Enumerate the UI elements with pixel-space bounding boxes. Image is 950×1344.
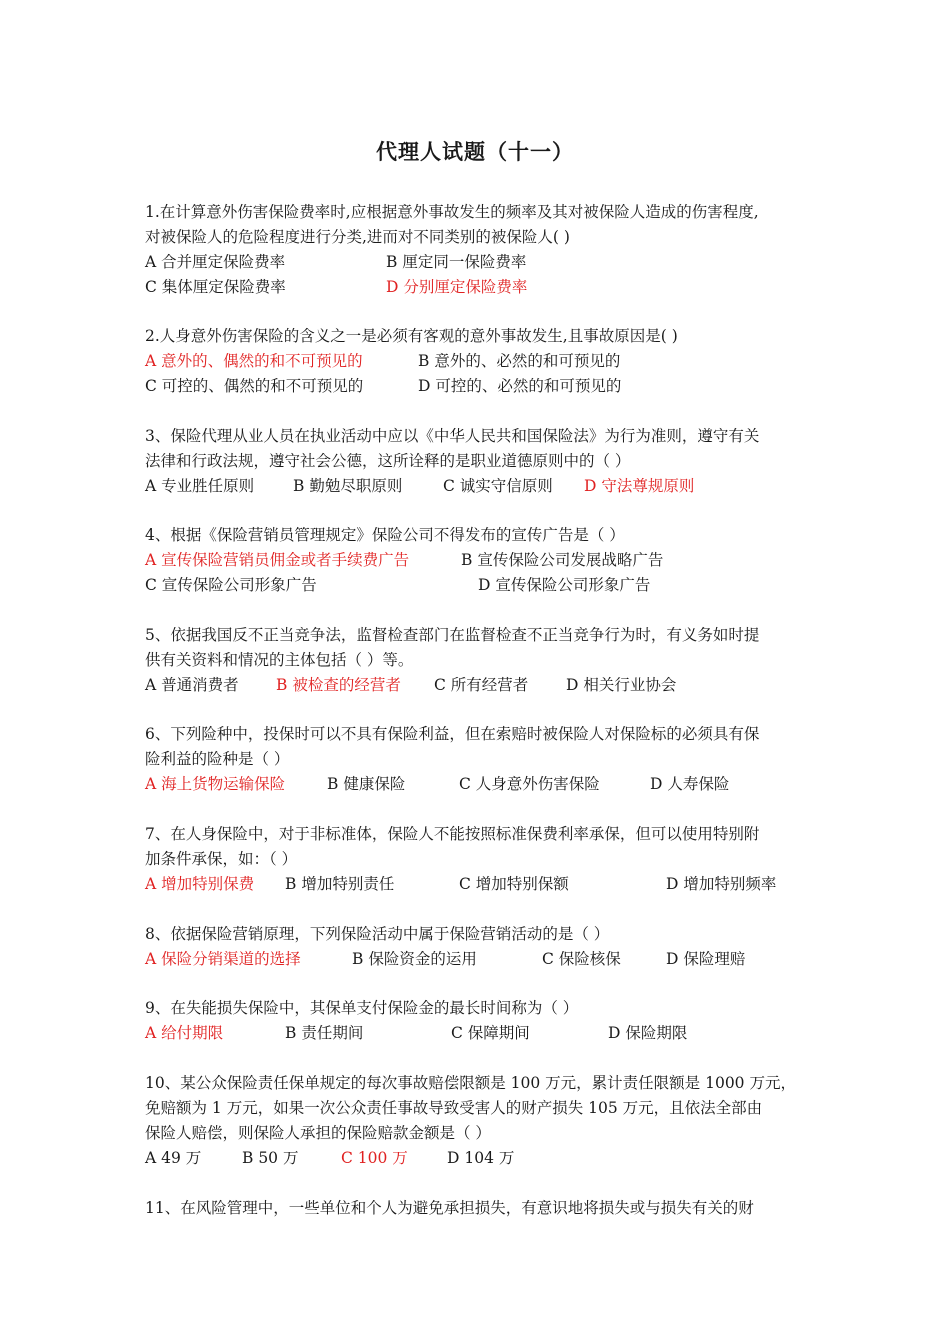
q9-stem-line1: 9、在失能损失保险中，其保单支付保险金的最长时间称为（ ）: [145, 999, 579, 1017]
q5-stem-line1: 5、依据我国反不正当竞争法，监督检查部门在监督检查不正当竞争行为时，有义务如时提: [145, 626, 760, 644]
q2-option-b: B 意外的、必然的和可预见的: [418, 352, 621, 370]
q7-stem-line2: 加条件承保，如：（ ）: [145, 850, 298, 868]
q3-option-d-answer: D 守法尊规原则: [584, 477, 695, 495]
q10-stem-line2: 免赔额为 1 万元，如果一次公众责任事故导致受害人的财产损失 105 万元，且依法全部由: [145, 1099, 763, 1117]
q8-stem-line1: 8、依据保险营销原理，下列保险活动中属于保险营销活动的是（ ）: [145, 925, 610, 943]
q9-option-b: B 责任期间: [285, 1024, 364, 1042]
q2-stem-line1: 2.人身意外伤害保险的含义之一是必须有客观的意外事故发生,且事故原因是( ): [145, 327, 678, 345]
q9-option-d: D 保险期限: [608, 1024, 688, 1042]
page-title: 代理人试题（十一）: [376, 139, 574, 164]
q2-option-c: C 可控的、偶然的和不可预见的: [145, 377, 364, 395]
q7-option-a-answer: A 增加特别保费: [145, 875, 255, 893]
q8-option-b: B 保险资金的运用: [352, 950, 477, 968]
q10-option-c-answer: C 100 万: [341, 1149, 408, 1167]
q7-option-b: B 增加特别责任: [285, 875, 395, 893]
q9-option-c: C 保障期间: [451, 1024, 530, 1042]
q6-stem-line2: 险利益的险种是（ ）: [145, 750, 290, 768]
q4-option-d: D 宣传保险公司形象广告: [478, 576, 651, 594]
q3-stem-line1: 3、保险代理从业人员在执业活动中应以《中华人民共和国保险法》为行为准则，遵守有关: [145, 427, 760, 445]
q8-option-d: D 保险理赔: [666, 950, 746, 968]
q8-option-c: C 保险核保: [542, 950, 621, 968]
q6-stem-line1: 6、下列险种中，投保时可以不具有保险利益，但在索赔时被保险人对保险标的必须具有保: [145, 725, 760, 743]
q5-option-c: C 所有经营者: [434, 676, 529, 694]
q10-stem-line3: 保险人赔偿，则保险人承担的保险赔款金额是（ ）: [145, 1124, 491, 1142]
q6-option-b: B 健康保险: [327, 775, 406, 793]
q3-option-a: A 专业胜任原则: [145, 477, 255, 495]
q10-stem-line1: 10、某公众保险责任保单规定的每次事故赔偿限额是 100 万元，累计责任限额是 1000 万元，: [145, 1074, 796, 1092]
q1-option-b: B 厘定同一保险费率: [386, 253, 527, 271]
q10-option-a: A 49 万: [145, 1149, 202, 1167]
q2-option-a-answer: A 意外的、偶然的和不可预见的: [145, 352, 363, 370]
q3-option-c: C 诚实守信原则: [443, 477, 553, 495]
q10-option-b: B 50 万: [242, 1149, 299, 1167]
q7-stem-line1: 7、在人身保险中，对于非标准体，保险人不能按照标准保费利率承保，但可以使用特别附: [145, 825, 760, 843]
q6-option-d: D 人寿保险: [650, 775, 730, 793]
q4-option-a-answer: A 宣传保险营销员佣金或者手续费广告: [145, 551, 410, 569]
q4-stem-line1: 4、根据《保险营销员管理规定》保险公司不得发布的宣传广告是（ ）: [145, 526, 625, 544]
q5-stem-line2: 供有关资料和情况的主体包括（ ）等。: [145, 651, 414, 669]
q1-option-c: C 集体厘定保险费率: [145, 278, 286, 296]
q3-option-b: B 勤勉尽职原则: [293, 477, 403, 495]
q5-option-b-answer: B 被检查的经营者: [276, 676, 401, 694]
q7-option-d: D 增加特别频率: [666, 875, 777, 893]
q6-option-a-answer: A 海上货物运输保险: [145, 775, 286, 793]
q3-stem-line2: 法律和行政法规，遵守社会公德，这所诠释的是职业道德原则中的（ ）: [145, 452, 631, 470]
q5-option-a: A 普通消费者: [145, 676, 239, 694]
q9-option-a-answer: A 给付期限: [145, 1024, 224, 1042]
q7-option-c: C 增加特别保额: [459, 875, 569, 893]
q4-option-c: C 宣传保险公司形象广告: [145, 576, 317, 594]
q10-option-d: D 104 万: [447, 1149, 515, 1167]
q1-stem-line1: 1.在计算意外伤害保险费率时,应根据意外事故发生的频率及其对被保险人造成的伤害程度,: [145, 203, 759, 221]
q5-option-d: D 相关行业协会: [566, 676, 677, 694]
q1-stem-line2: 对被保险人的危险程度进行分类,进而对不同类别的被保险人( ): [145, 228, 570, 246]
q11-stem-line1: 11、在风险管理中，一些单位和个人为避免承担损失，有意识地将损失或与损失有关的财: [145, 1199, 754, 1217]
q1-option-d-answer: D 分别厘定保险费率: [386, 278, 528, 296]
q8-option-a-answer: A 保险分销渠道的选择: [145, 950, 301, 968]
q6-option-c: C 人身意外伤害保险: [459, 775, 600, 793]
q1-option-a: A 合并厘定保险费率: [145, 253, 286, 271]
q4-option-b: B 宣传保险公司发展战略广告: [461, 551, 664, 569]
q2-option-d: D 可控的、必然的和可预见的: [418, 377, 622, 395]
